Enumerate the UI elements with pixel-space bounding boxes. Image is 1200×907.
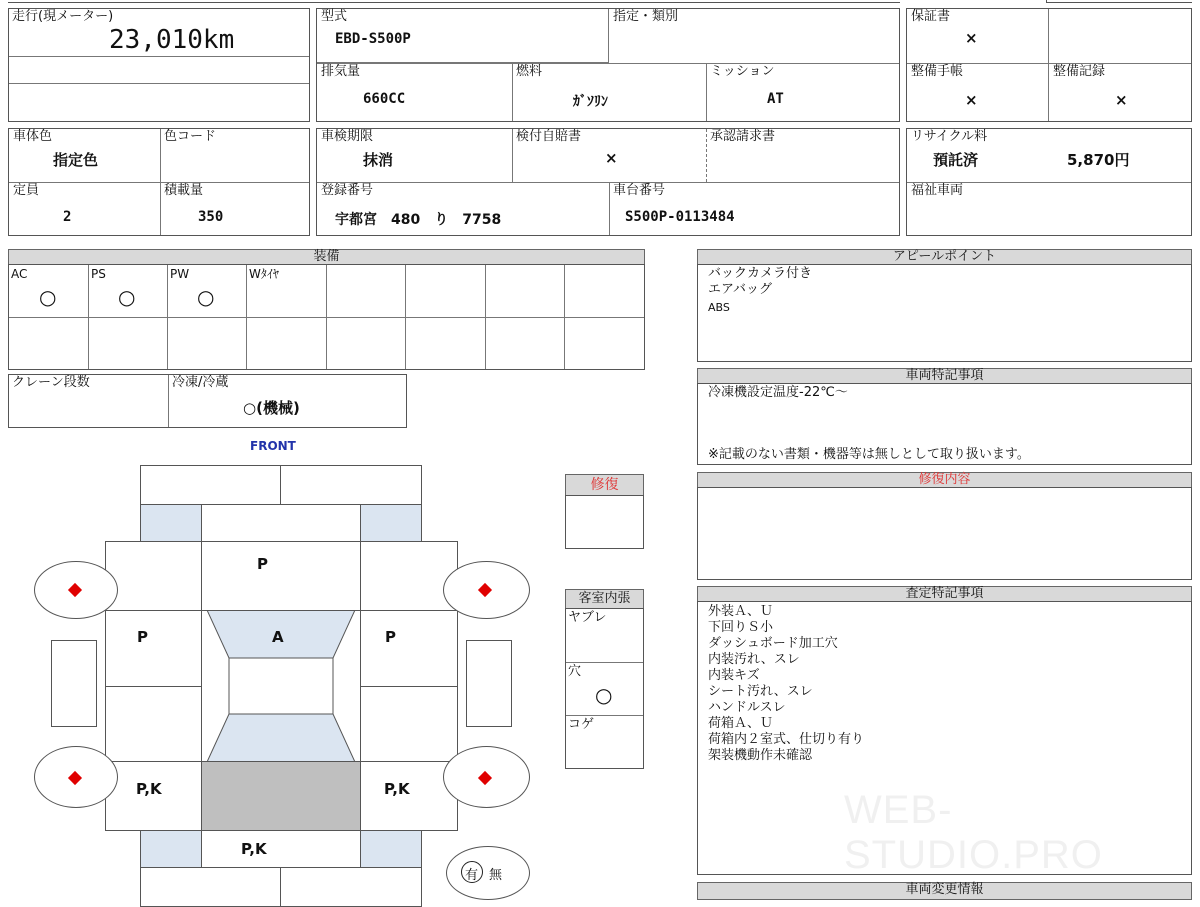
model-value: EBD-S500P bbox=[335, 31, 411, 47]
vehicle-notes-header: 車両特記事項 bbox=[697, 368, 1192, 384]
mileage-divider-2 bbox=[9, 83, 309, 84]
repair-content-body bbox=[697, 487, 1192, 580]
insp-col-divider-c bbox=[609, 182, 610, 235]
displacement-label: 排気量 bbox=[321, 64, 361, 79]
warranty-col-divider bbox=[1048, 9, 1049, 121]
appeal-line-1: バックカメラ付き bbox=[708, 266, 813, 281]
equip-pw-value: ○ bbox=[197, 285, 215, 309]
mileage-label: 走行(現メーター) bbox=[12, 9, 114, 24]
equip-col-1 bbox=[88, 265, 89, 369]
front-left-fender bbox=[140, 504, 202, 542]
load-label: 積載量 bbox=[164, 183, 204, 198]
interior-hole-label: 穴 bbox=[568, 664, 582, 679]
right-front-door bbox=[360, 610, 458, 687]
equip-ac-value: ○ bbox=[39, 285, 57, 309]
assessment-line-2: 下回りＳ小 bbox=[708, 620, 774, 635]
mileage-divider bbox=[9, 56, 309, 57]
assessment-line-4: 内装汚れ、スレ bbox=[708, 652, 800, 667]
transmission-value: AT bbox=[767, 91, 784, 107]
load-value: 350 bbox=[198, 209, 224, 225]
fuel-value: ｶﾞｿﾘﾝ bbox=[573, 94, 608, 110]
equipment-grid bbox=[8, 264, 645, 370]
equip-col-2 bbox=[167, 265, 168, 369]
cargo-floor bbox=[201, 761, 361, 831]
cf-col-divider bbox=[168, 375, 169, 427]
color-code-label: 色コード bbox=[164, 129, 217, 144]
assessment-header: 査定特記事項 bbox=[697, 586, 1192, 602]
rear-bumper-right bbox=[280, 867, 422, 907]
repair-box-body bbox=[565, 495, 644, 549]
body-color-value: 指定色 bbox=[53, 151, 99, 169]
front-label: FRONT bbox=[250, 439, 296, 453]
right-rear-label: P,K bbox=[384, 780, 410, 798]
interior-burn-label: コゲ bbox=[568, 717, 595, 732]
left-front-panel bbox=[105, 541, 202, 611]
assessment-body bbox=[697, 601, 1192, 875]
interior-tear-label: ヤブレ bbox=[568, 610, 607, 625]
welfare-label: 福祉車両 bbox=[911, 183, 964, 198]
col-divider-b bbox=[706, 63, 707, 121]
equipment-header: 装備 bbox=[8, 249, 645, 265]
plate-value: 宇都宮 480 り 7758 bbox=[335, 212, 502, 228]
insp-col-divider-b bbox=[706, 129, 707, 182]
assessment-line-3: ダッシュボード加工穴 bbox=[708, 636, 838, 651]
vehicle-notes-body bbox=[697, 383, 1192, 465]
approval-label: 承認請求書 bbox=[710, 129, 776, 144]
color-capacity-section bbox=[8, 128, 310, 236]
spare-tire-indicator bbox=[446, 846, 530, 900]
freezer-label: 冷凍/冷蔵 bbox=[172, 375, 229, 390]
appeal-line-2: エアバッグ bbox=[708, 282, 772, 297]
left-rear-label: P,K bbox=[136, 780, 162, 798]
interior-hole-value: ○ bbox=[595, 683, 613, 707]
assessment-line-6: シート汚れ、スレ bbox=[708, 684, 813, 699]
freezer-value: ○(機械) bbox=[243, 399, 300, 417]
front-top-center bbox=[201, 504, 361, 542]
crane-freezer-section bbox=[8, 374, 407, 428]
inspection-section bbox=[316, 128, 900, 236]
model-label: 型式 bbox=[321, 9, 348, 24]
insp-col-divider-a bbox=[512, 129, 513, 182]
assessment-line-7: ハンドルスレ bbox=[708, 700, 786, 715]
spare-no-label: 無 bbox=[489, 868, 503, 883]
recycle-label: リサイクル料 bbox=[911, 129, 988, 144]
interior-header: 客室内張 bbox=[565, 589, 644, 609]
assessment-line-1: 外装Ａ、Ｕ bbox=[708, 604, 774, 619]
transmission-label: ミッション bbox=[710, 64, 775, 79]
assessment-line-9: 荷箱内２室式、仕切り有り bbox=[708, 732, 865, 747]
plate-label: 登録番号 bbox=[321, 183, 374, 198]
equip-col-7 bbox=[564, 265, 565, 369]
model-row-divider bbox=[317, 63, 899, 64]
appeal-line-3: ABS bbox=[708, 301, 730, 314]
chassis-label: 車台番号 bbox=[613, 183, 666, 198]
equip-ps-value: ○ bbox=[118, 285, 136, 309]
appeal-header: アピールポイント bbox=[697, 249, 1192, 265]
right-front-panel bbox=[360, 541, 458, 611]
front-bumper-left bbox=[140, 465, 281, 505]
insurance-label: 検付自賠書 bbox=[516, 129, 582, 144]
equip-wtire-label: Wﾀｲﾔ bbox=[249, 267, 279, 281]
recycle-status: 預託済 bbox=[933, 151, 979, 169]
model-section bbox=[316, 8, 900, 122]
equip-ps-label: PS bbox=[91, 267, 106, 281]
equip-pw-label: PW bbox=[170, 267, 190, 281]
hood-label: P bbox=[257, 555, 268, 573]
top-edge-right bbox=[1046, 0, 1192, 3]
inspection-label: 車検期限 bbox=[321, 129, 374, 144]
warranty-value: × bbox=[965, 29, 978, 47]
rear-center-panel bbox=[201, 830, 361, 868]
designation-label: 指定・類別 bbox=[613, 9, 679, 24]
insurance-value: × bbox=[605, 149, 618, 167]
mileage-value: 23,010km bbox=[109, 25, 235, 55]
right-mirror bbox=[466, 640, 512, 727]
rear-left-fender bbox=[140, 830, 202, 868]
front-right-fender bbox=[360, 504, 422, 542]
chassis-value: S500P-0113484 bbox=[625, 209, 735, 225]
vehicle-notes-line-2: ※記載のない書類・機器等は無しとして取り扱います。 bbox=[708, 447, 1030, 462]
crane-label: クレーン段数 bbox=[12, 375, 90, 390]
warranty-label: 保証書 bbox=[911, 9, 951, 24]
capacity-label: 定員 bbox=[13, 183, 40, 198]
assessment-line-10: 架装機動作未確認 bbox=[708, 748, 813, 763]
rear-right-fender bbox=[360, 830, 422, 868]
equip-col-5 bbox=[405, 265, 406, 369]
insp-row-divider bbox=[317, 182, 899, 183]
appeal-body bbox=[697, 264, 1192, 362]
vehicle-notes-line-1: 冷凍機設定温度-22℃～ bbox=[708, 385, 848, 400]
repair-box-header: 修復 bbox=[565, 474, 644, 496]
watermark: WEB-STUDIO.PRO bbox=[844, 788, 1103, 877]
equip-col-4 bbox=[326, 265, 327, 369]
body-color-label: 車体色 bbox=[13, 129, 53, 144]
warranty-section bbox=[906, 8, 1192, 122]
fuel-label: 燃料 bbox=[516, 64, 543, 79]
inspection-value: 抹消 bbox=[363, 151, 394, 169]
rear-bumper-left bbox=[140, 867, 281, 907]
capacity-value: 2 bbox=[63, 209, 72, 225]
hood-panel bbox=[201, 541, 361, 611]
right-rear-door bbox=[360, 686, 458, 762]
col-divider-a bbox=[512, 63, 513, 121]
left-front-door-label: P bbox=[137, 628, 148, 646]
equip-col-3 bbox=[246, 265, 247, 369]
equip-ac-label: AC bbox=[11, 267, 28, 281]
interior-divider-2 bbox=[566, 715, 643, 716]
equip-col-6 bbox=[485, 265, 486, 369]
assessment-line-5: 内装キズ bbox=[708, 668, 760, 683]
spare-yes-label: 有 bbox=[465, 868, 479, 883]
maintenance-book-label: 整備手帳 bbox=[911, 64, 964, 79]
left-front-door bbox=[105, 610, 202, 687]
repair-content-header: 修復内容 bbox=[697, 472, 1192, 488]
displacement-value: 660CC bbox=[363, 91, 406, 107]
interior-divider-1 bbox=[566, 662, 643, 663]
left-rear-door bbox=[105, 686, 202, 762]
cc-row-divider bbox=[9, 182, 309, 183]
maintenance-book-value: × bbox=[965, 91, 978, 109]
assessment-line-8: 荷箱Ａ、Ｕ bbox=[708, 716, 774, 731]
right-front-door-label: P bbox=[385, 628, 396, 646]
roof-label: A bbox=[272, 628, 284, 646]
rear-label: P,K bbox=[241, 840, 267, 858]
maintenance-record-value: × bbox=[1115, 91, 1128, 109]
top-edge-line bbox=[8, 0, 900, 3]
maintenance-record-label: 整備記録 bbox=[1053, 64, 1106, 79]
change-info-header: 車両変更情報 bbox=[697, 882, 1192, 900]
front-bumper-right bbox=[280, 465, 422, 505]
recycle-amount: 5,870円 bbox=[1067, 151, 1130, 169]
mileage-section bbox=[8, 8, 310, 122]
recycle-section bbox=[906, 128, 1192, 236]
interior-body bbox=[565, 608, 644, 769]
left-mirror bbox=[51, 640, 97, 727]
